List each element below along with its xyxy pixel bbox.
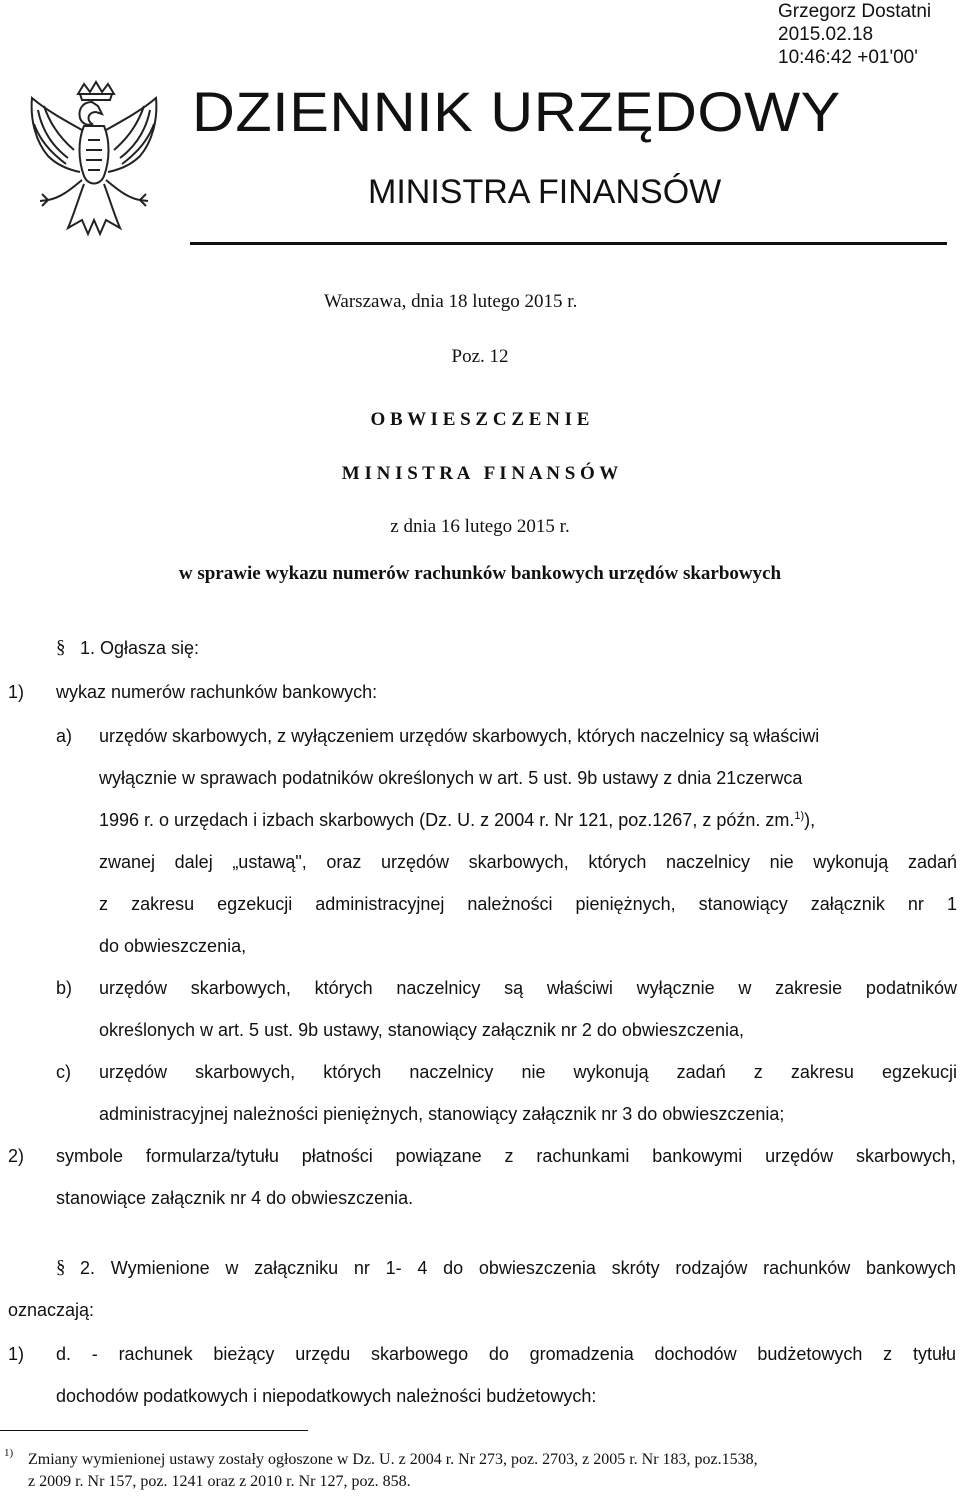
signature-date: 2015.02.18 [778, 24, 874, 45]
signature-time: 10:46:42 +01'00' [778, 47, 918, 68]
footnote-reference: 1) [794, 810, 805, 822]
item-a-line: zwanej dalej „ustawą", oraz urzędów skarbowych, których naczelnicy nie wykonują zadań [99, 852, 957, 872]
paragraph-2-line: oznaczają: [8, 1300, 95, 1320]
item-c-label: c) [56, 1062, 71, 1082]
section-sign: § [56, 637, 66, 658]
item-b-line: określonych w art. 5 ust. 9b ustawy, stanowiący załącznik nr 2 do obwieszczenia, [99, 1020, 744, 1040]
footnote-mark: 1) [4, 1447, 14, 1459]
item-c-line: administracyjnej należności pieniężnych, stanowiący załącznik nr 3 do obwieszczenia; [99, 1104, 785, 1124]
item-a-label: a) [56, 726, 73, 746]
item-b-line: urzędów skarbowych, których naczelnicy są właściwi wyłącznie w zakresie podatników [99, 978, 957, 998]
act-issuer: M I N I S T R A F I N A N S Ó W [341, 463, 619, 484]
footnote-line: Zmiany wymienionej ustawy zostały ogłoszone w Dz. U. z 2004 r. Nr 273, poz. 2703, z 2005 r. Nr 183, poz.1538, [28, 1451, 758, 1468]
footnote-line: z 2009 r. Nr 157, poz. 1241 oraz z 2010 r. Nr 127, poz. 858. [28, 1473, 411, 1490]
item-2-line: stanowiące załącznik nr 4 do obwieszczenia. [56, 1188, 414, 1208]
item-c-line: urzędów skarbowych, których naczelnicy nie wykonują zadań z zakresu egzekucji [99, 1062, 957, 1082]
act-type: O B W I E S Z C Z E N I E [370, 409, 590, 430]
item-a-line-tail: ), [804, 810, 816, 830]
item-1-number: 1) [8, 682, 25, 702]
journal-title: DZIENNIK URZĘDOWY [192, 80, 841, 143]
item-2-line: symbole formularza/tytułu płatności powiązane z rachunkami bankowymi urzędów skarbowych, [56, 1146, 956, 1166]
polish-eagle-emblem [8, 80, 178, 245]
paragraph-2-line: 2. Wymienione w załączniku nr 1- 4 do obwieszczenia skróty rodzajów rachunków bankowych [80, 1258, 956, 1278]
definition-line: dochodów podatkowych i niepodatkowych należności budżetowych: [56, 1386, 597, 1406]
footnote-rule [0, 1430, 308, 1431]
header-rule [190, 242, 947, 245]
item-2-number: 2) [8, 1146, 25, 1166]
item-a-line: z zakresu egzekucji administracyjnej należności pieniężnych, stanowiący załącznik nr 1 [99, 894, 957, 914]
item-1-text: wykaz numerów rachunków bankowych: [56, 682, 378, 702]
item-a-line: do obwieszczenia, [99, 936, 247, 956]
definition-line: d. - rachunek bieżący urzędu skarbowego do gromadzenia dochodów budżetowych z tytułu [56, 1344, 956, 1364]
section-sign: § [56, 1257, 66, 1278]
item-a-line [99, 808, 815, 832]
item-a-line: urzędów skarbowych, z wyłączeniem urzędów skarbowych, których naczelnicy są właściwi [99, 726, 820, 746]
digital-signature [778, 0, 958, 69]
place-date: Warszawa, dnia 18 lutego 2015 r. [324, 291, 578, 312]
act-date: z dnia 16 lutego 2015 r. [390, 516, 570, 537]
definition-number: 1) [8, 1344, 25, 1364]
item-b-label: b) [56, 978, 73, 998]
paragraph-1-heading: 1. Ogłasza się: [70, 638, 200, 658]
signature-name: Grzegorz Dostatni [778, 1, 932, 22]
position-number: Poz. 12 [451, 346, 509, 367]
act-subject: w sprawie wykazu numerów rachunków bankowych urzędów skarbowych [178, 563, 782, 584]
journal-subtitle: MINISTRA FINANSÓW [368, 173, 722, 211]
item-a-line: wyłącznie w sprawach podatników określonych w art. 5 ust. 9b ustawy z dnia 21czerwca [99, 768, 803, 788]
item-a-line-text: 1996 r. o urzędach i izbach skarbowych (Dz. U. z 2004 r. Nr 121, poz.1267, z późn. zm. [99, 810, 795, 830]
